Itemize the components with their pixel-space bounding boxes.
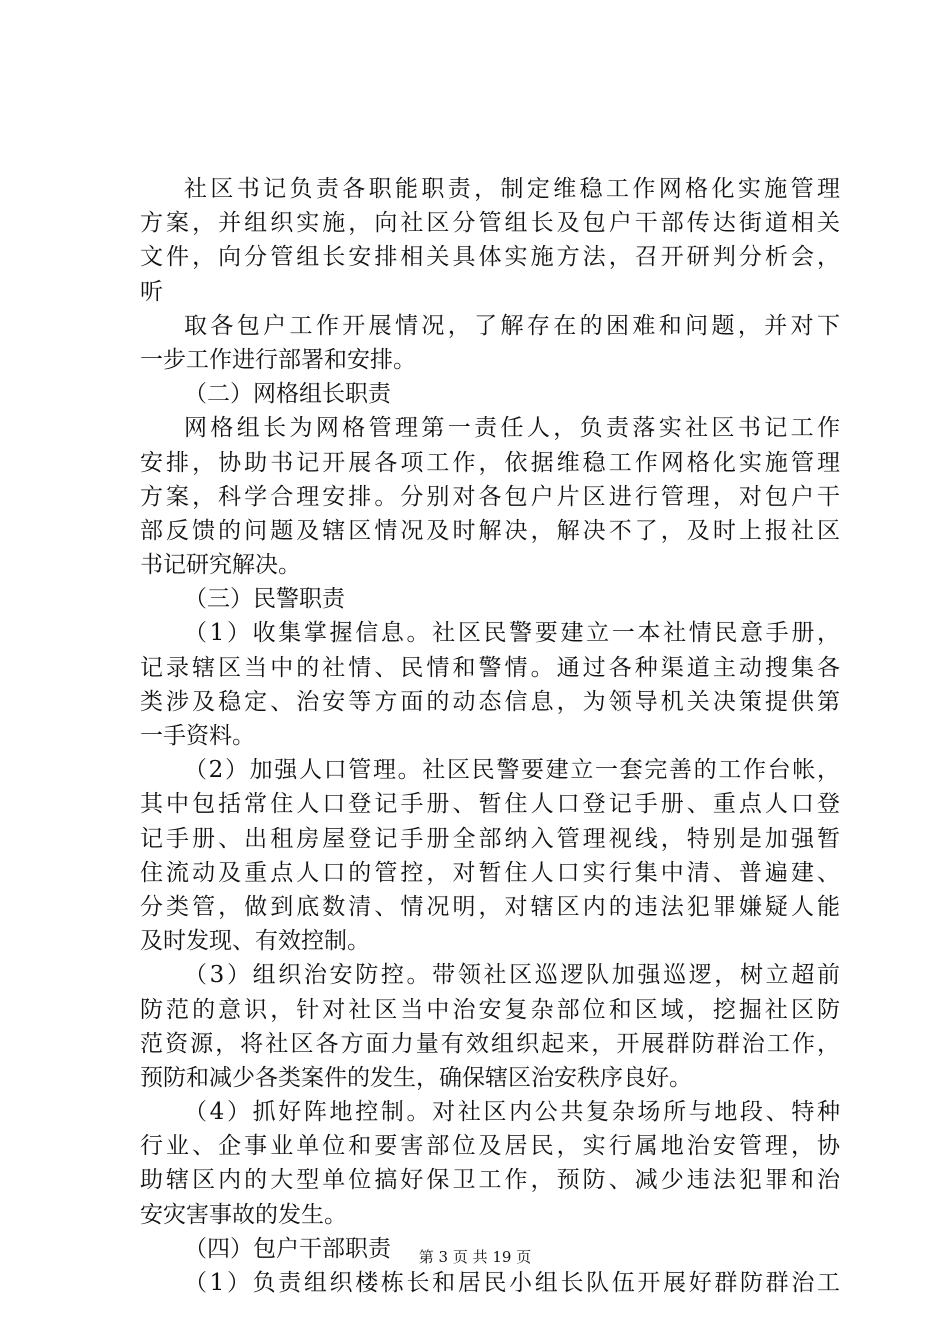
- text-line: （4）抓好阵地控制。对社区内公共复杂场所与地段、特种: [184, 1099, 840, 1126]
- text-line: 预防和减少各类案件的发生，确保辖区治安秩序良好。: [140, 1064, 692, 1091]
- text-line: 其中包括常住人口登记手册、暂住人口登记手册、重点人口登: [140, 791, 840, 818]
- text-line: 取各包户工作开展情况，了解存在的困难和问题，并对下: [184, 312, 840, 339]
- text-line: 方案，并组织实施，向社区分管组长及包户干部传达街道相关: [140, 210, 840, 237]
- text-line: （四）包户干部职责: [184, 1235, 391, 1262]
- text-line: 防范的意识，针对社区当中治安复杂部位和区域，挖掘社区防: [140, 996, 840, 1023]
- text-line: 住流动及重点人口的管控，对暂住人口实行集中清、普遍建、: [140, 859, 840, 886]
- document-body: [140, 172, 840, 1300]
- text-line: 听: [140, 278, 163, 305]
- text-line: 及时发现、有效控制。: [140, 928, 370, 955]
- text-line: （三）民警职责: [184, 586, 345, 613]
- text-line: 一手资料。: [140, 723, 255, 749]
- text-line: （二）网格组长职责: [184, 381, 391, 408]
- text-line: （1）收集掌握信息。社区民警要建立一本社情民意手册，: [184, 620, 840, 647]
- text-line: 记录辖区当中的社情、民情和警情。通过各种渠道主动搜集各: [140, 654, 840, 681]
- text-line: 一步工作进行部署和安排。: [140, 346, 416, 373]
- text-line: 方案，科学合理安排。分别对各包户片区进行管理，对包户干: [140, 483, 840, 510]
- text-line: 类涉及稳定、治安等方面的动态信息，为领导机关决策提供第: [140, 688, 840, 715]
- text-line: （3）组织治安防控。带领社区巡逻队加强巡逻，树立超前: [184, 962, 840, 989]
- text-line: （2）加强人口管理。社区民警要建立一套完善的工作台帐，: [184, 757, 840, 784]
- text-line: 社区书记负责各职能职责，制定维稳工作网格化实施管理: [184, 176, 840, 202]
- text-line: 部反馈的问题及辖区情况及时解决，解决不了，及时上报社区: [140, 517, 840, 544]
- page-number-footer: 第 3 页 共 19 页: [418, 1248, 532, 1266]
- text-line: 行业、企事业单位和要害部位及居民，实行属地治安管理，协: [140, 1133, 840, 1160]
- text-line: 分类管，做到底数清、情况明，对辖区内的违法犯罪嫌疑人能: [140, 893, 840, 920]
- text-line: 安灾害事故的发生。: [140, 1201, 347, 1228]
- text-line: 范资源，将社区各方面力量有效组织起来，开展群防群治工作，: [140, 1030, 840, 1057]
- text-line: 网格组长为网格管理第一责任人，负责落实社区书记工作: [184, 415, 840, 442]
- text-line: 安排，协助书记开展各项工作，依据维稳工作网格化实施管理: [140, 449, 840, 476]
- text-line: 文件，向分管组长安排相关具体实施方法，召开研判分析会，: [140, 244, 840, 271]
- text-line: 记手册、出租房屋登记手册全部纳入管理视线，特别是加强暂: [140, 825, 840, 852]
- text-line: 助辖区内的大型单位搞好保卫工作，预防、减少违法犯罪和治: [140, 1167, 840, 1194]
- text-line: （1）负责组织楼栋长和居民小组长队伍开展好群防群治工: [184, 1270, 840, 1296]
- text-line: 书记研究解决。: [140, 552, 301, 579]
